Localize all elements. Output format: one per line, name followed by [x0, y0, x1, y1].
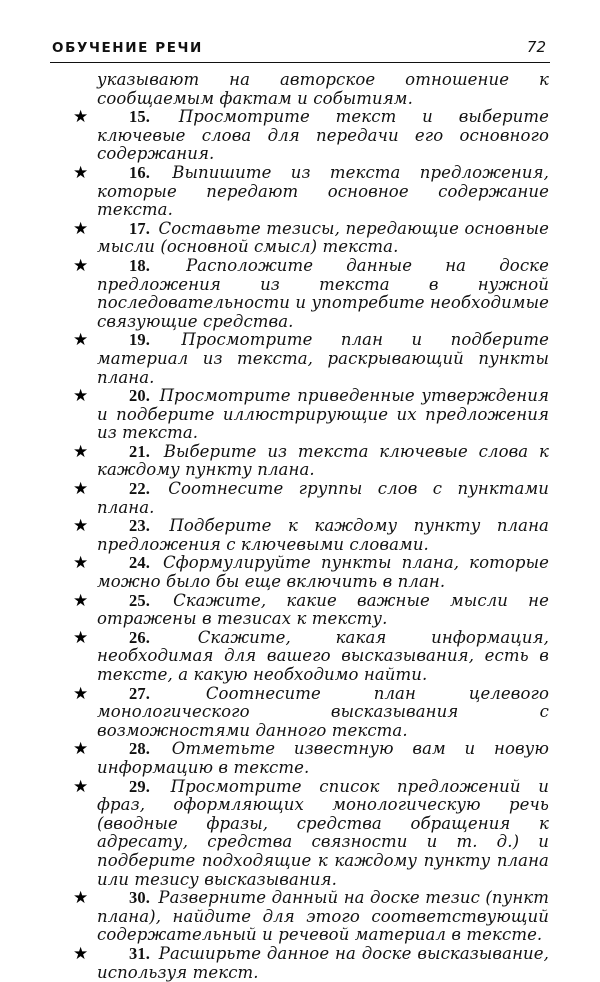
- star-icon: ★: [73, 218, 89, 239]
- task-text: Выпишите из текста предложения, которые передают основное содержание текста.: [97, 162, 549, 220]
- page-number: 72: [526, 38, 546, 56]
- task-item: [73, 776, 549, 890]
- task-text: Выберите из текста ключевые слова к каждому пункту плана.: [97, 441, 549, 480]
- task-item: [73, 386, 549, 443]
- task-item: [73, 553, 549, 592]
- task-text: Скажите, какие важные мысли не отражены в тезисах к тексту.: [97, 590, 549, 629]
- task-number: 20.: [129, 386, 150, 406]
- task-number: 16.: [129, 162, 150, 182]
- task-item: [73, 516, 549, 554]
- task-number: 26.: [129, 627, 150, 647]
- page-body: [0, 71, 600, 982]
- task-item: [73, 330, 549, 387]
- header-rule: [50, 62, 550, 63]
- task-number: 18.: [129, 255, 150, 275]
- star-icon: ★: [73, 479, 89, 500]
- task-number: 27.: [129, 683, 150, 703]
- task-number: 24.: [129, 553, 150, 573]
- task-item: [73, 627, 549, 685]
- task-text: Просмотрите приведенные утверждения и подберите иллюстрирующие их предложения из текста.: [97, 386, 549, 443]
- star-icon: ★: [73, 107, 89, 128]
- star-icon: ★: [73, 739, 89, 760]
- task-item: [73, 255, 549, 331]
- task-number: 21.: [129, 441, 150, 461]
- star-icon: ★: [73, 943, 89, 964]
- task-text: Скажите, какая информация, необходимая для вашего высказывания, есть в тексте, а какую необходимо найти.: [97, 627, 549, 684]
- star-icon: ★: [73, 441, 89, 462]
- task-text: Сформулируйте пункты плана, которые можно было бы еще включить в план.: [97, 553, 549, 592]
- star-icon: ★: [73, 590, 89, 611]
- task-item: [73, 162, 549, 220]
- task-item: [73, 888, 549, 945]
- star-icon: ★: [73, 888, 89, 909]
- task-item: [73, 479, 549, 517]
- task-number: 23.: [129, 516, 150, 536]
- task-number: 22.: [129, 479, 150, 499]
- task-number: 28.: [129, 739, 150, 759]
- task-text: Разверните данный на доске тезис (пункт плана), найдите для этого соответствующий содержательный и речевой материал в тексте.: [97, 888, 549, 945]
- star-icon: ★: [73, 516, 89, 537]
- star-icon: ★: [73, 330, 89, 351]
- task-item: [73, 590, 549, 629]
- star-icon: ★: [73, 553, 89, 574]
- task-item: [73, 441, 549, 480]
- task-text: Соотнесите группы слов с пунктами плана.: [97, 479, 549, 517]
- task-number: 29.: [129, 776, 150, 796]
- task-number: 25.: [129, 590, 150, 610]
- task-text: Расположите данные на доске предложения из текста в нужной последовательности и употребите необходимые связующие средства.: [97, 255, 549, 331]
- continuation-paragraph: указывают на авторское отношение к сообщаемым фактам и событиям.: [97, 70, 549, 108]
- task-number: 17.: [129, 218, 150, 238]
- running-title: ОБУЧЕНИЕ РЕЧИ: [52, 40, 203, 56]
- task-number: 30.: [129, 888, 150, 908]
- star-icon: ★: [73, 162, 89, 183]
- task-text: Отметьте известную вам и новую информацию в тексте.: [97, 739, 549, 777]
- task-text: Составьте тезисы, передающие основные мысли (основной смысл) текста.: [97, 218, 549, 257]
- star-icon: ★: [73, 255, 89, 276]
- task-item: [73, 683, 549, 741]
- task-text: Просмотрите список предложений и фраз, оформляющих монологическую речь (вводные фразы, средства обращения к адресату, средства связности и т. д.) и подберите подходящие к каждому пункту плана или тезису высказывания.: [97, 776, 549, 889]
- task-item: [73, 107, 549, 164]
- task-item: [73, 739, 549, 777]
- star-icon: ★: [73, 683, 89, 704]
- star-icon: ★: [73, 386, 89, 407]
- task-text: Расширьте данное на доске высказывание, используя текст.: [97, 943, 549, 982]
- star-icon: ★: [73, 627, 89, 648]
- task-item: [73, 218, 549, 257]
- task-number: 15.: [129, 107, 150, 127]
- star-icon: ★: [73, 776, 89, 797]
- task-number: 31.: [129, 943, 150, 963]
- task-number: 19.: [129, 330, 150, 350]
- task-text: Соотнесите план целевого монологического высказывания с возможностями данного текста.: [97, 683, 549, 740]
- task-text: Подберите к каждому пункту плана предложения с ключевыми словами.: [97, 516, 549, 554]
- task-item: [73, 943, 549, 982]
- task-text: Просмотрите план и подберите материал из текста, раскрывающий пункты плана.: [97, 330, 549, 387]
- task-text: Просмотрите текст и выберите ключевые слова для передачи его основного содержания.: [97, 107, 549, 164]
